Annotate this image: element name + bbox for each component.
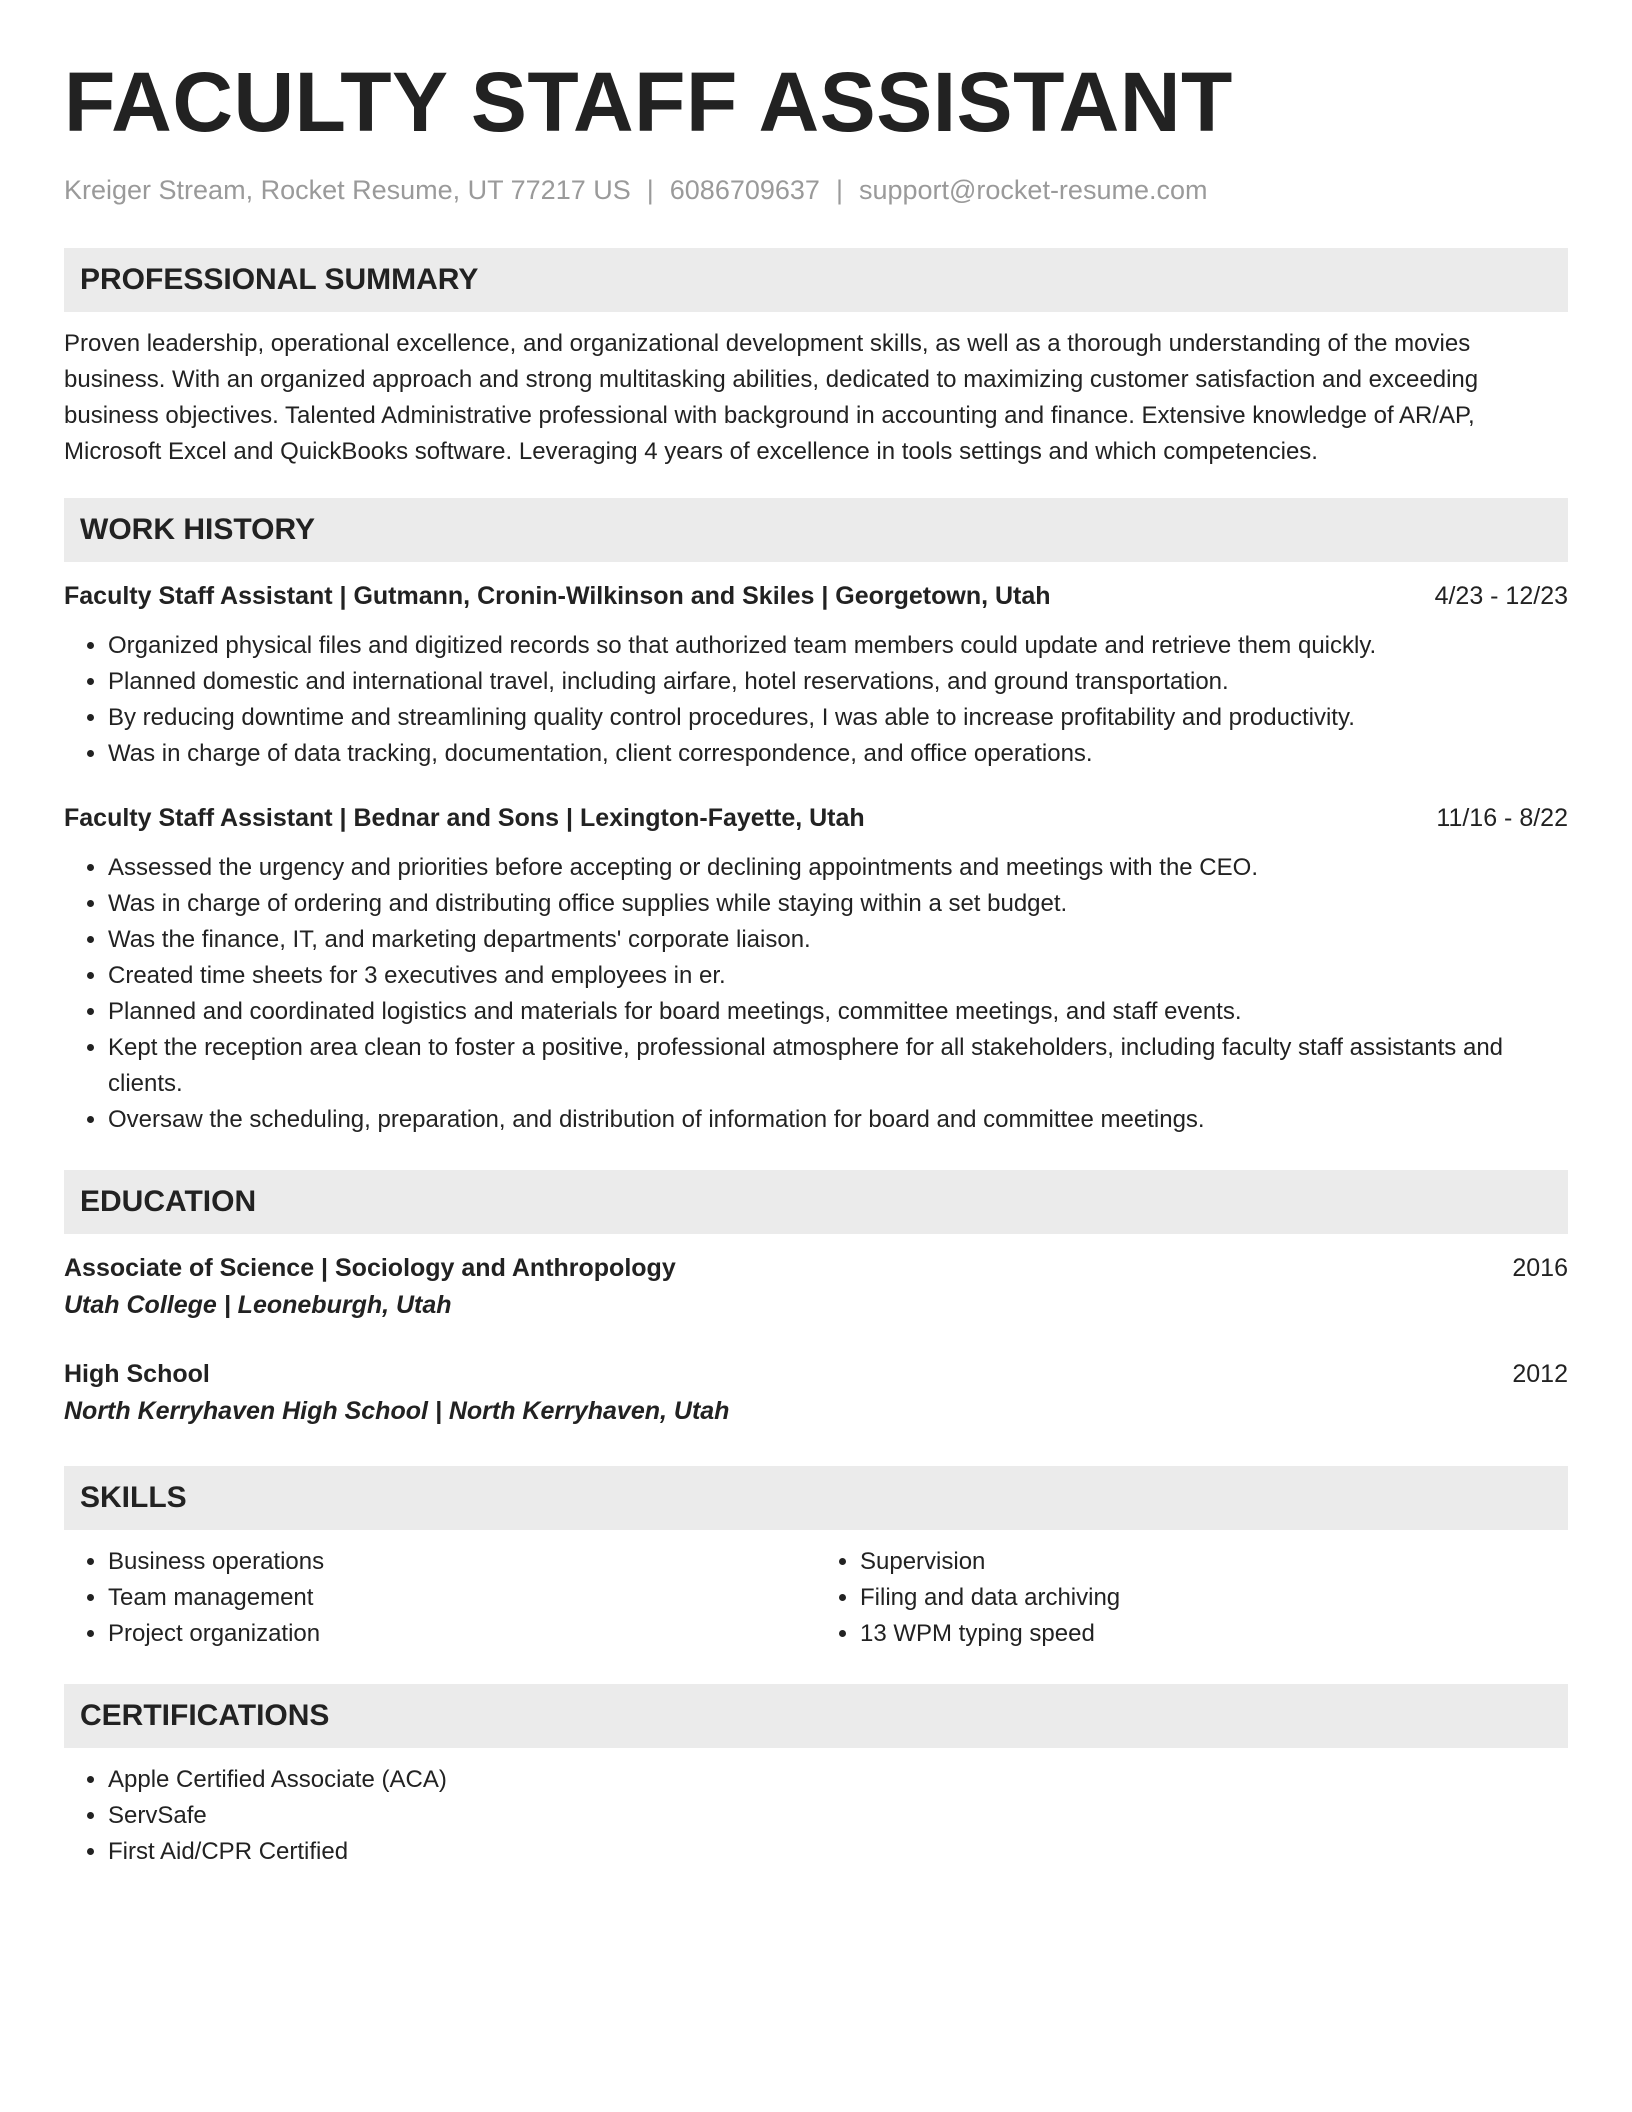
contact-separator: |: [835, 175, 843, 205]
section-header-education: EDUCATION: [64, 1170, 1568, 1234]
job-bullet: • Planned domestic and international travel, including airfare, hotel reservations, and ground transportation.: [108, 664, 1568, 700]
skill-item: • Supervision: [860, 1544, 1568, 1580]
skill-item: • Business operations: [108, 1544, 816, 1580]
education-header: [64, 1250, 1568, 1286]
job-bullet: • Was the finance, IT, and marketing departments' corporate liaison.: [108, 922, 1568, 958]
job-title: Faculty Staff Assistant | Bednar and Sons | Lexington-Fayette, Utah: [64, 804, 865, 832]
job-header: [64, 800, 1568, 836]
certification-item: • Apple Certified Associate (ACA): [108, 1762, 1568, 1798]
job-entry: [64, 800, 1568, 1138]
job-bullet: • Oversaw the scheduling, preparation, and distribution of information for board and committee meetings.: [108, 1102, 1568, 1138]
section-header-certifications: CERTIFICATIONS: [64, 1684, 1568, 1748]
job-entry: [64, 578, 1568, 772]
candidate-name: FACULTY STAFF ASSISTANT: [64, 55, 1233, 149]
education-school: Utah College | Leoneburgh, Utah: [64, 1291, 452, 1319]
skills-list-right: [816, 1544, 1568, 1652]
job-bullet: • Created time sheets for 3 executives and employees in er.: [108, 958, 1568, 994]
certifications-list: [64, 1762, 1568, 1870]
education-degree: High School: [64, 1360, 210, 1388]
section-header-work-history: WORK HISTORY: [64, 498, 1568, 562]
summary-text: Proven leadership, operational excellence, and organizational development skills, as well as a thorough understanding of the movies business. With an organized approach and strong multitasking abilities, dedicated to maximizing customer satisfaction and exceeding business objectives. Talented Administrative professional with background in accounting and finance. Extensive knowledge of AR/AP, Microsoft Excel and QuickBooks software. Leveraging 4 years of excellence in tools settings and which competencies.: [64, 330, 1479, 465]
job-bullet: • Organized physical files and digitized records so that authorized team members could update and retrieve them quickly.: [108, 628, 1568, 664]
job-bullet: • Planned and coordinated logistics and materials for board meetings, committee meetings, and staff events.: [108, 994, 1568, 1030]
skill-item: • 13 WPM typing speed: [860, 1616, 1568, 1652]
job-bullet: • Assessed the urgency and priorities before accepting or declining appointments and meetings with the CEO.: [108, 850, 1568, 886]
education-header: [64, 1356, 1568, 1392]
job-bullet: • By reducing downtime and streamlining quality control procedures, I was able to increase profitability and productivity.: [108, 700, 1568, 736]
contact-address: Kreiger Stream, Rocket Resume, UT 77217 US: [64, 175, 631, 205]
education-year: 2016: [1512, 1254, 1568, 1282]
job-title: Faculty Staff Assistant | Gutmann, Cronin-Wilkinson and Skiles | Georgetown, Utah: [64, 582, 1051, 610]
contact-separator: |: [646, 175, 654, 205]
section-header-skills: SKILLS: [64, 1466, 1568, 1530]
education-degree: Associate of Science | Sociology and Anthropology: [64, 1254, 676, 1282]
job-dates: 11/16 - 8/22: [1436, 804, 1568, 832]
skills-grid: [64, 1530, 1568, 1652]
education-school: North Kerryhaven High School | North Kerryhaven, Utah: [64, 1397, 730, 1425]
skill-item: • Team management: [108, 1580, 816, 1616]
job-bullet: • Was in charge of data tracking, documentation, client correspondence, and office operations.: [108, 736, 1568, 772]
certification-item: • ServSafe: [108, 1798, 1568, 1834]
job-dates: 4/23 - 12/23: [1434, 582, 1568, 610]
education-entry: [64, 1356, 1568, 1430]
skills-list-left: [64, 1544, 816, 1652]
job-bullet: • Kept the reception area clean to foster a positive, professional atmosphere for all stakeholders, including faculty staff assistants and clients.: [108, 1030, 1568, 1102]
section-header-summary: PROFESSIONAL SUMMARY: [64, 248, 1568, 312]
contact-line: [64, 172, 1568, 208]
certification-item: • First Aid/CPR Certified: [108, 1834, 1568, 1870]
job-bullet: • Was in charge of ordering and distributing office supplies while staying within a set budget.: [108, 886, 1568, 922]
skill-item: • Filing and data archiving: [860, 1580, 1568, 1616]
job-bullets: [64, 850, 1568, 1138]
job-bullets: [64, 628, 1568, 772]
contact-email: support@rocket-resume.com: [858, 175, 1208, 205]
contact-phone: 6086709637: [669, 175, 820, 205]
skill-item: • Project organization: [108, 1616, 816, 1652]
education-entry: [64, 1250, 1568, 1324]
education-year: 2012: [1512, 1360, 1568, 1388]
job-header: [64, 578, 1568, 614]
